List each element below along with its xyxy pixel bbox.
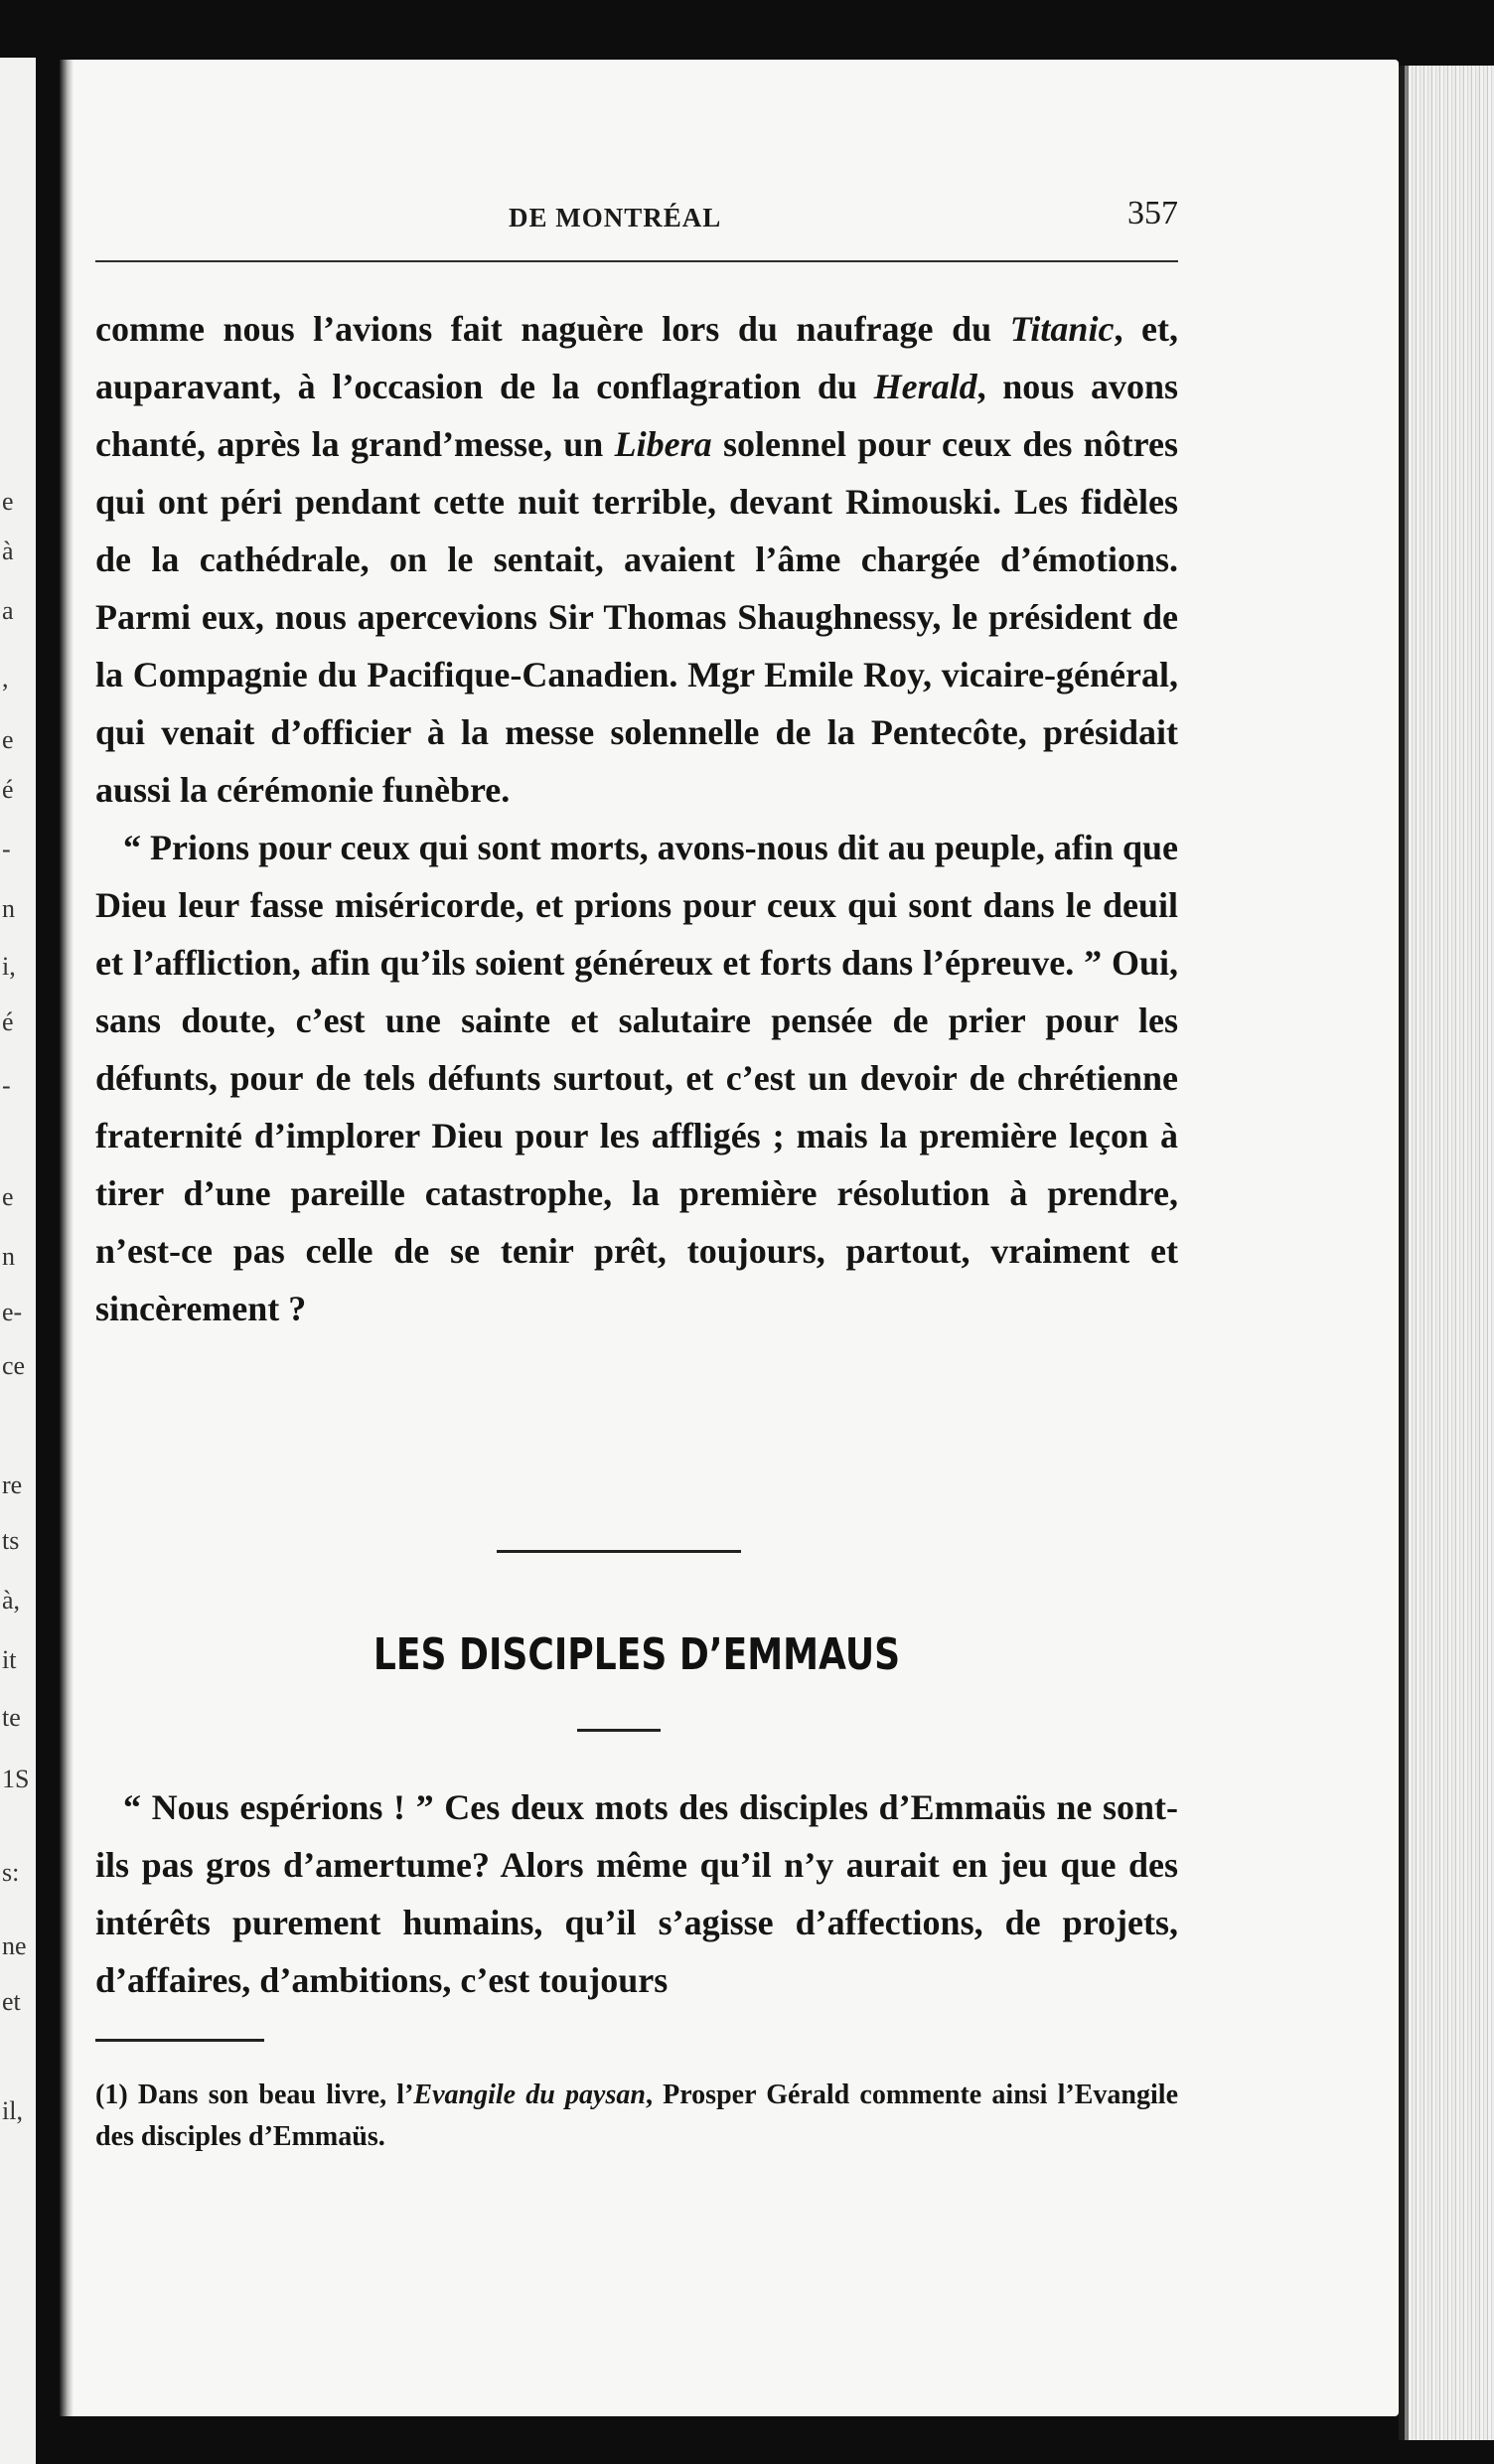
italic-text: Herald	[873, 367, 977, 406]
margin-fragment: ,	[2, 664, 9, 693]
margin-fragment: e	[2, 487, 14, 516]
section-body-text	[95, 1778, 1178, 2009]
margin-fragment: 1S	[2, 1765, 30, 1793]
margin-fragment: -	[2, 1071, 11, 1100]
margin-fragment: ne	[2, 1931, 27, 1960]
margin-fragment: e-	[2, 1298, 23, 1326]
margin-fragment: é	[2, 1007, 14, 1036]
margin-fragment: il,	[2, 2096, 23, 2125]
italic-text: Evangile du paysan	[413, 2079, 646, 2110]
text-run: comme nous l’avions fait naguère lors du naufrage du	[95, 309, 1010, 349]
text-run: “ Prions pour ceux qui sont morts, avons-nous dit au peuple, afin que Dieu leur fasse miséricorde, et prions pour ceux qui sont dans le deuil et l’affliction, afin qu’ils soient généreux et forts dans l’épreuve. ” Oui, sans doute, c’est une sainte et salutaire pensée de prier pour les défunts, pour de tels défunts surtout, et c’est un devoir de chrétienne fraternité d’implorer Dieu pour les affligés ; mais la première leçon à tirer d’une pareille catastrophe, la première résolution à prendre, n’est-ce pas celle de se tenir prêt, toujours, partout, vraiment et sincèrement ?	[95, 828, 1178, 1328]
margin-fragment: e	[2, 1182, 14, 1211]
text-run: solennel pour ceux des nôtres qui ont péri pendant cette nuit terrible, devant Rimouski. Les fidèles de la cathédrale, on le sentait, avaient l’âme chargée d’émotions. Parmi eux, nous apercevions Sir Thomas Shaughnessy, le président de la Compagnie du Pacifique-Canadien. Mgr Emile Roy, vicaire-général, qui venait d’officier à la messe solennelle de la Pentecôte, présidait aussi la cérémonie funèbre.	[95, 424, 1178, 810]
margin-fragment: te	[2, 1703, 21, 1732]
margin-fragment: it	[2, 1645, 17, 1674]
section-title: LES DISCIPLES D’EMMAUS	[373, 1629, 901, 1680]
body-text	[95, 300, 1178, 1337]
paragraph	[95, 1778, 1178, 2009]
running-title: DE MONTRÉAL	[509, 203, 722, 232]
italic-text: Titanic	[1009, 309, 1115, 349]
margin-fragment: re	[2, 1470, 23, 1499]
margin-fragment: à,	[2, 1586, 21, 1615]
text-run: (1) Dans son beau livre, l’	[95, 2079, 414, 2110]
footnote	[95, 2075, 1178, 2158]
title-underline	[577, 1729, 661, 1732]
margin-fragment: a	[2, 596, 14, 625]
page-number: 357	[1127, 195, 1178, 231]
margin-fragment: ce	[2, 1351, 26, 1380]
margin-fragment: ts	[2, 1526, 20, 1555]
italic-text: Libera	[614, 424, 712, 464]
footnote-rule	[95, 2039, 264, 2042]
margin-fragment: s:	[2, 1858, 20, 1887]
previous-page-strip	[0, 58, 36, 2464]
margin-fragment: n	[2, 894, 15, 923]
page-edge-stack	[1405, 66, 1494, 2440]
running-header	[95, 195, 1178, 234]
margin-fragment: -	[2, 835, 11, 863]
paragraph	[95, 819, 1178, 1337]
margin-fragment: et	[2, 1987, 21, 2016]
margin-fragment: é	[2, 775, 14, 804]
paragraph	[95, 300, 1178, 819]
margin-fragment: e	[2, 725, 14, 754]
margin-fragment: à	[2, 537, 14, 565]
text-run: , Prosper Gérald commente ainsi l’Evangile des disciples d’Emmaüs.	[95, 2079, 1178, 2152]
header-rule	[95, 260, 1178, 262]
text-run: “ Nous espérions ! ” Ces deux mots des disciples d’Emmaüs ne sont-ils pas gros d’amertume? Alors même qu’il n’y aurait en jeu que des intérêts purement humains, qu’il s’agisse d’affections, de projets, d’affaires, d’ambitions, c’est toujours	[95, 1787, 1178, 2000]
section-separator	[497, 1550, 741, 1553]
margin-fragment: i,	[2, 952, 16, 981]
text-run: , et, auparavant, à l’occasion de la conflagration du	[95, 309, 1179, 406]
margin-fragment: n	[2, 1242, 15, 1271]
text-run: , nous avons chanté, après la grand’messe, un	[95, 367, 1178, 464]
